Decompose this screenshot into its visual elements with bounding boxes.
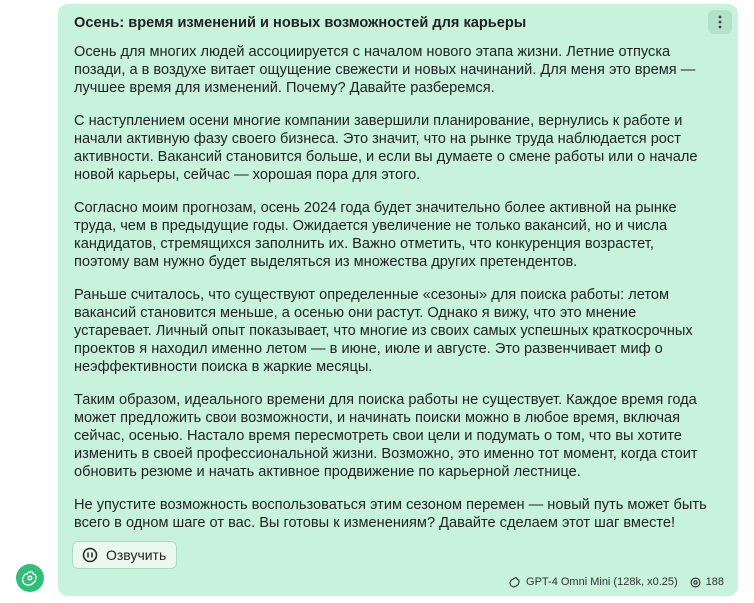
more-vertical-icon bbox=[718, 15, 722, 29]
message-paragraph-4: Раньше считалось, что существуют определенные «сезоны» для поиска работы: летом вакансий становится меньше, а осенью они растут. Однако я вижу, что это мнение устаревает. Личный опыт показывает, что многие из своих самых успешных краткосрочных проектов я находил именно летом — в июне, июле и августе. Это развенчивает миф о неэффективности поиска в жаркие месяцы. bbox=[74, 287, 693, 375]
assistant-message-bubble bbox=[58, 4, 738, 596]
voice-button[interactable] bbox=[72, 541, 177, 569]
message-title: Осень: время изменений и новых возможностей для карьеры bbox=[74, 15, 527, 31]
message-content bbox=[74, 14, 710, 547]
openai-icon bbox=[21, 569, 39, 587]
coin-icon bbox=[690, 577, 701, 588]
message-footer bbox=[509, 576, 724, 588]
model-label: GPT-4 Omni Mini (128k, x0.25) bbox=[526, 576, 678, 588]
message-menu-button[interactable] bbox=[708, 10, 732, 34]
message-paragraph-3: Согласно моим прогнозам, осень 2024 года будет значительно более активной на рынке труда, чем в предыдущие годы. Ожидается увеличение не только вакансий, но и числа кандидатов, стремящихся заполнить их. Важно отметить, что конкуренция возрастет, поэтому вам нужно будет выделяться из множества других претендентов. bbox=[74, 200, 677, 270]
model-info bbox=[509, 576, 678, 588]
openai-icon bbox=[509, 576, 521, 588]
message-paragraph-2: С наступлением осени многие компании завершили планирование, вернулись к работе и начали активную фазу своего бизнеса. Это значит, что на рынке труда наблюдается рост активности. Вакансий становится больше, и если вы думаете о смене работы или о начале новой карьеры, сейчас — хорошая пора для этого. bbox=[74, 113, 698, 183]
message-paragraph-6: Не упустите возможность воспользоваться этим сезоном перемен — новый путь может быть всего в одном шаге от вас. Вы готовы к изменениям? Давайте сделаем этот шаг вместе! bbox=[74, 497, 707, 531]
message-paragraph-5: Таким образом, идеального времени для поиска работы не существует. Каждое время года может предложить свои возможности, и начинать поиски можно в любое время, включая сейчас, осенью. Настало время пересмотреть свои цели и подумать о том, что вы хотите изменить в своей профессиональной жизни. Возможно, это именно тот момент, когда стоит обновить резюме и начать активное продвижение по карьерной лестнице. bbox=[74, 392, 698, 480]
token-count: 188 bbox=[705, 576, 724, 588]
token-info bbox=[690, 576, 724, 588]
assistant-avatar bbox=[16, 564, 44, 592]
speaker-icon bbox=[82, 547, 98, 563]
message-paragraph-1: Осень для многих людей ассоциируется с началом нового этапа жизни. Летние отпуска позади, а в воздухе витает ощущение свежести и новых начинаний. Для меня это время — лучшее время для изменений. Почему? Давайте разберемся. bbox=[74, 44, 696, 96]
voice-button-label: Озвучить bbox=[106, 547, 167, 563]
